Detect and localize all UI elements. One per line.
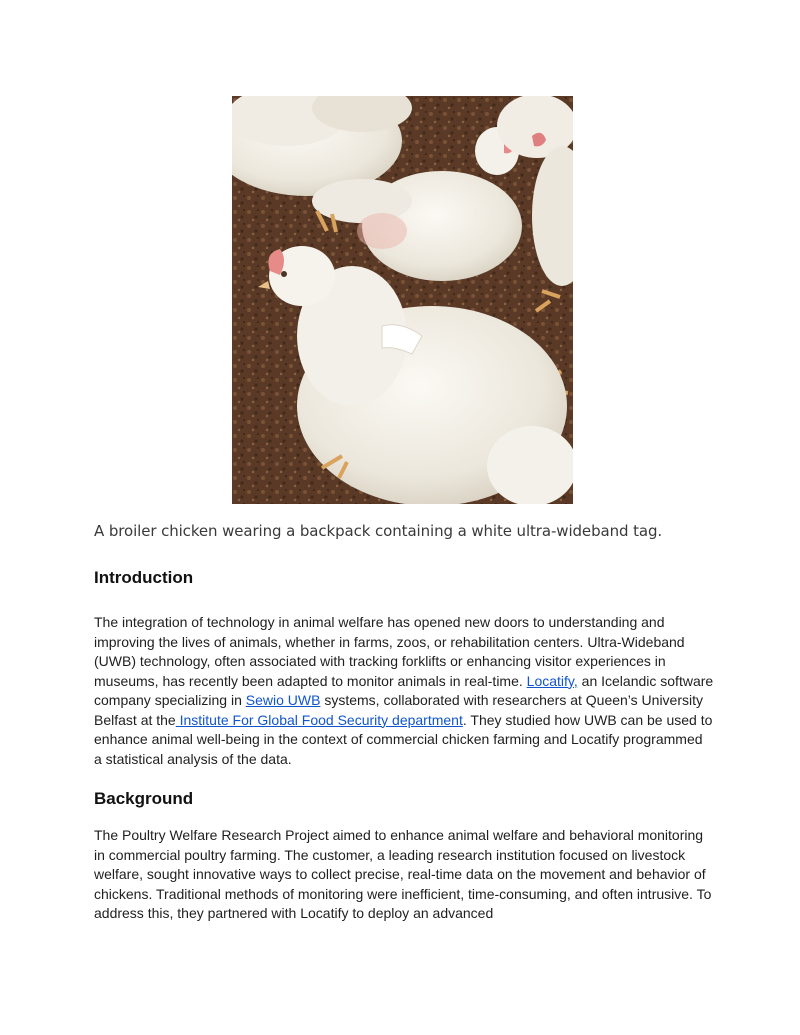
intro-text-3: systems, collaborated with researchers at Queen’s University Belfast at the bbox=[94, 692, 704, 728]
igfs-department-link[interactable]: Institute For Global Food Security department bbox=[175, 711, 463, 728]
broiler-chicken-illustration bbox=[232, 96, 573, 504]
intro-text-2: an Icelandic software company specializing in bbox=[94, 672, 714, 708]
intro-text-4: . They studied how UWB can be used to enhance animal well-being in the context of commercial chicken farming and Locatify programmed a statistical analysis of the data. bbox=[94, 711, 713, 767]
sewio-uwb-link[interactable]: Sewio UWB bbox=[245, 692, 321, 708]
introduction-paragraph bbox=[94, 613, 714, 769]
figure-caption: A broiler chicken wearing a backpack containing a white ultra-wideband tag. bbox=[94, 522, 663, 540]
introduction-heading: Introduction bbox=[94, 568, 194, 587]
eye bbox=[281, 271, 287, 277]
background-paragraph: The Poultry Welfare Research Project aimed to enhance animal welfare and behavioral monitoring in commercial poultry farming. The customer, a leading research institution focused on livestock welfare, sought innovative ways to collect precise, real-time data on the movement and behavior of chickens. Traditional methods of monitoring were inefficient, time-consuming, and often intrusive. To address this, they partnered with Locatify to deploy an advanced bbox=[94, 827, 712, 921]
chicken-photo bbox=[232, 96, 573, 504]
intro-text-1: The integration of technology in animal welfare has opened new doors to understanding and improving the lives of animals, whether in farms, zoos, or rehabilitation centers. Ultra-Wideband (UWB) technology, often associated with tracking forklifts or enhancing visitor experiences in museums, has recently been adapted to monitor animals in real-time. bbox=[94, 614, 685, 689]
background-heading: Background bbox=[94, 789, 194, 808]
locatify-link[interactable]: Locatify, bbox=[526, 672, 578, 689]
